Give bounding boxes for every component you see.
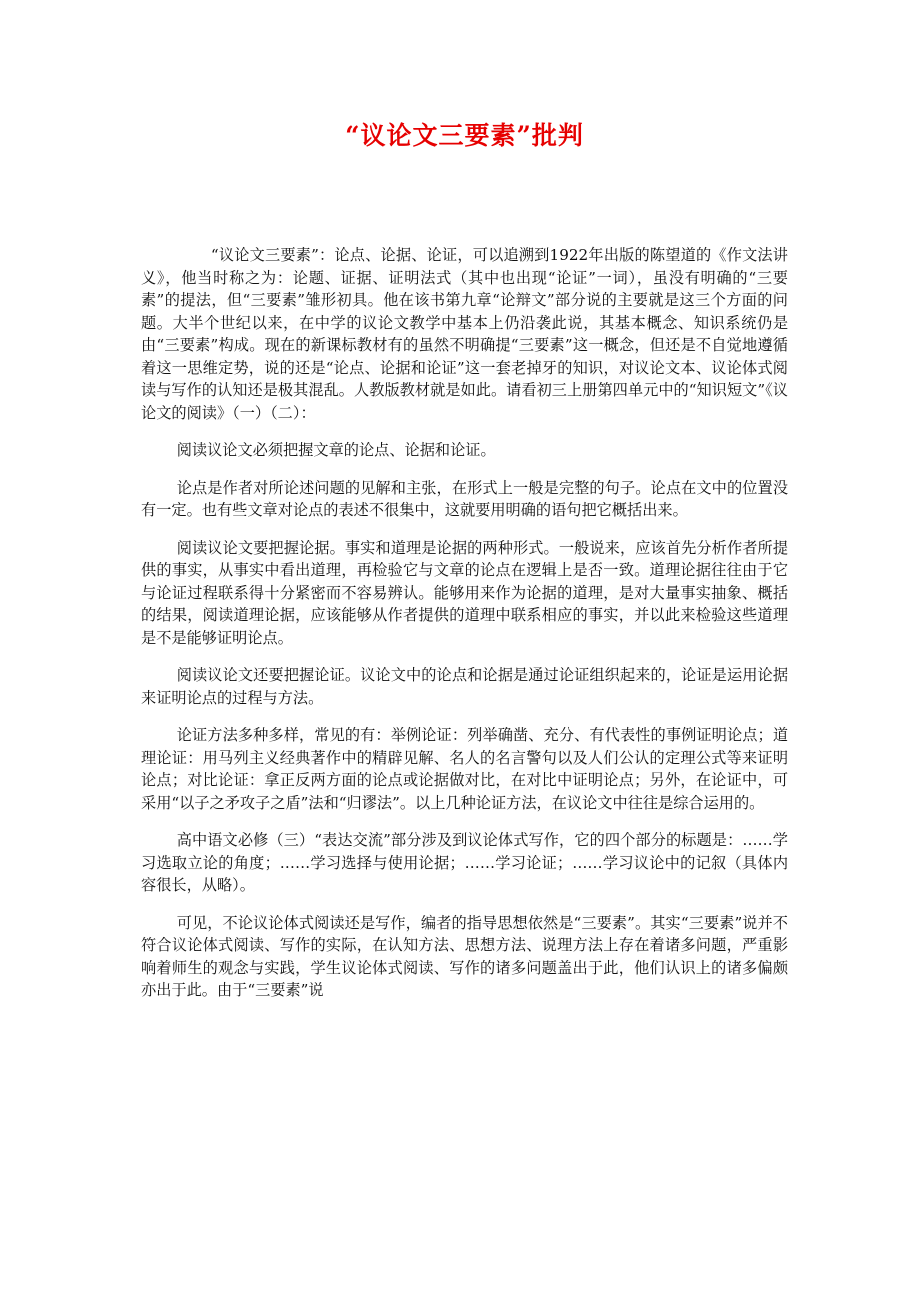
paragraph: 论证方法多种多样，常见的有：举例论证：列举确凿、充分、有代表性的事例证明论点；道理论证：用马列主义经典著作中的精辟见解、名人的名言警句以及人们公认的定理公式等来证明论点；对比论证：拿正反两方面的论点或论据做对比，在对比中证明论点；另外，在论证中，可采用“以子之矛攻子之盾”法和“归谬法”。以上几种论证方法，在议论文中往往是综合运用的。 — [141, 726, 788, 812]
paragraph: 阅读议论文必须把握文章的论点、论据和论证。 — [176, 441, 496, 459]
paragraph: 论点是作者对所论述问题的见解和主张，在形式上一般是完整的句子。论点在文中的位置没有一定。也有些文章对论点的表述不很集中，这就要用明确的语句把它概括出来。 — [141, 478, 788, 519]
document-title: “议论文三要素”批判 — [345, 121, 584, 150]
paragraph: 阅读议论文要把握论据。事实和道理是论据的两种形式。一般说来，应该首先分析作者所提供的事实，从事实中看出道理，再检验它与文章的论点在逻辑上是否一致。道理论据往往由于它与论证过程联系得十分紧密而不容易辨认。能够用来作为论据的道理，是对大量事实抽象、概括的结果，阅读道理论据，应该能够从作者提供的道理中联系相应的事实，并以此来检验这些道理是不是能够证明论点。 — [141, 538, 788, 647]
paragraph: “议论文三要素”：论点、论据、论证，可以追溯到1922年出版的陈望道的《作文法讲义》，他当时称之为：论题、证据、证明法式（其中也出现“论证”一词），虽没有明确的“三要素”的提法，但“三要素”雏形初具。他在该书第九章“论辩文”部分说的主要就是这三个方面的问题。大半个世纪以来，在中学的议论文教学中基本上仍沿袭此说，其基本概念、知识系统仍是由“三要素”构成。现在的新课标教材有的虽然不明确提“三要素”这一概念，但还是不自觉地遵循着这一思维定势，说的还是“论点、论据和论证”这一套老掉牙的知识，对议论文本、议论体式阅读与写作的认知还是极其混乱。人教版教材就是如此。请看初三上册第四单元中的“知识短文”《议论文的阅读》（一）（二）： — [141, 246, 788, 422]
paragraph: 阅读议论文还要把握论证。议论文中的论点和论据是通过论证组织起来的，论证是运用论据来证明论点的过程与方法。 — [141, 666, 788, 707]
document-body — [141, 244, 788, 1002]
paragraph: 可见，不论议论体式阅读还是写作，编者的指导思想依然是“三要素”。其实“三要素”说并不符合议论体式阅读、写作的实际，在认知方法、思想方法、说理方法上存在着诸多问题，严重影响着师生的观念与实践，学生议论体式阅读、写作的诸多问题盖出于此，他们认识上的诸多偏颇亦出于此。由于“三要素”说 — [141, 913, 788, 999]
paragraph: 高中语文必修（三）“表达交流”部分涉及到议论体式写作，它的四个部分的标题是：……学习选取立论的角度；……学习选择与使用论据；……学习论证；……学习议论中的记叙（具体内容很长，从略）。 — [141, 831, 788, 894]
